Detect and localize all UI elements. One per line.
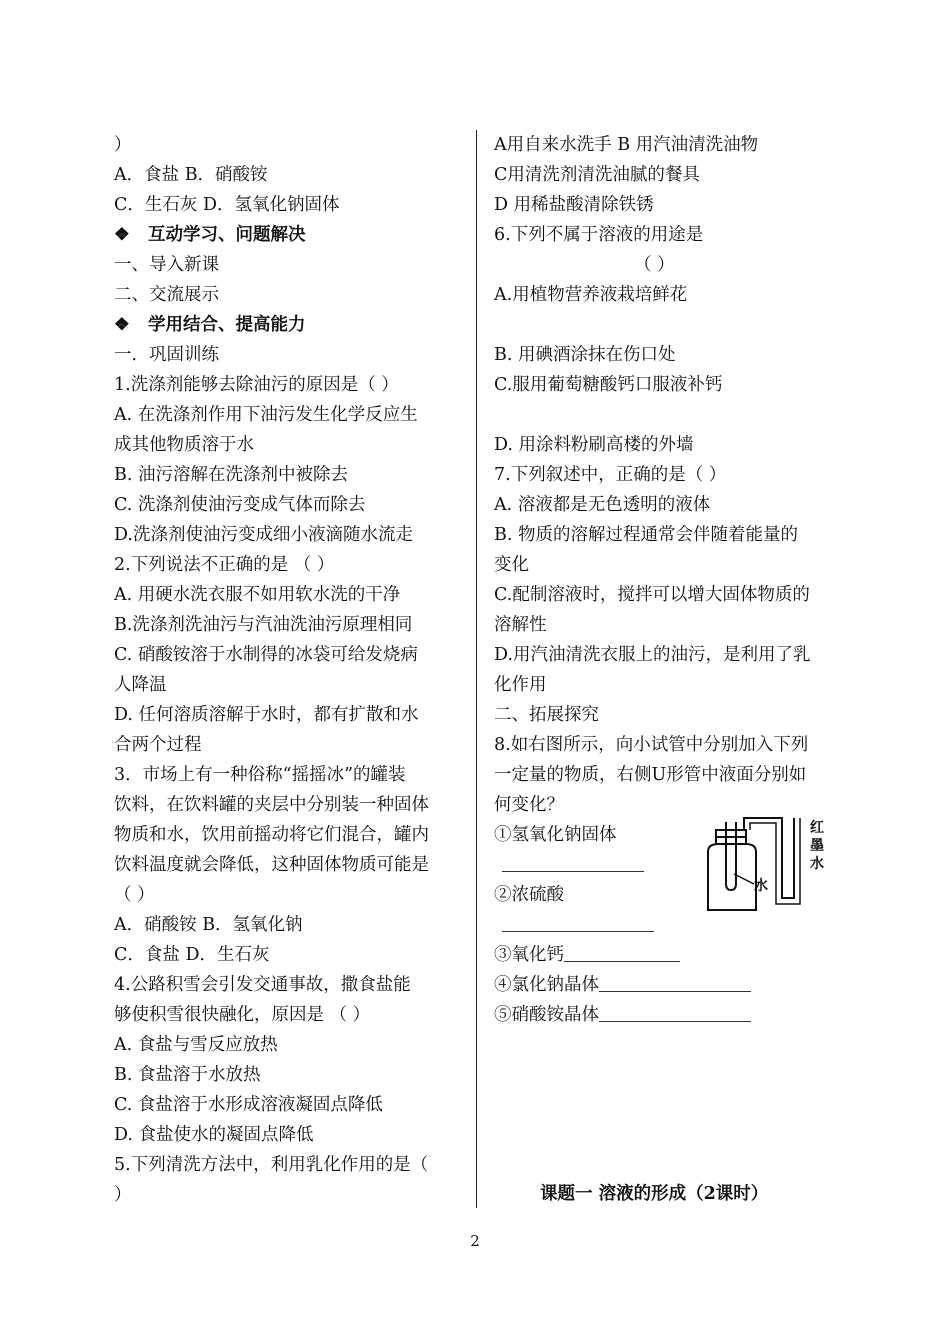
u-tube-apparatus-diagram: [698, 812, 832, 916]
item-exchange: 二、交流展示: [114, 285, 219, 305]
q8-item-2: ②浓硫酸: [494, 885, 564, 905]
q6-option-b: B. 用碘酒涂抹在伤口处: [494, 345, 676, 365]
q0-options-cd: C．生石灰 D．氢氧化钠固体: [114, 195, 340, 215]
page-number: 2: [470, 1232, 480, 1250]
q7-option-d: D.用汽油清洗衣服上的油污，是利用了乳: [494, 645, 811, 665]
q8-item-1: ①氢氧化钠固体: [494, 825, 617, 845]
q1-option-a-cont: 成其他物质溶于水: [114, 435, 254, 455]
question-4-line2: 够使积雪很快融化，原因是 （ ）: [114, 1005, 371, 1025]
answer-blank[interactable]: [502, 853, 644, 872]
q7-option-d-cont: 化作用: [494, 675, 547, 695]
q8-item-5: [494, 1000, 846, 1030]
answer-blank[interactable]: [599, 1003, 751, 1022]
u-tube: [744, 818, 794, 898]
question-8-line2: 一定量的物质，右侧U形管中液面分别如: [494, 765, 807, 785]
question-6-paren: （ ）: [634, 255, 675, 275]
q8-item-4: [494, 970, 846, 1000]
question-5-paren: ）: [114, 1185, 132, 1205]
q5-option-c: C用清洗剂清洗油腻的餐具: [494, 165, 700, 185]
q7-option-c-cont: 溶解性: [494, 615, 547, 635]
question-8-line3: 何变化？: [494, 795, 564, 815]
water-tube-label: 水: [810, 856, 824, 872]
lesson-title: 课题一 溶液的形成（2课时）: [540, 1184, 769, 1204]
spacer: [494, 310, 846, 340]
flask-outline: [708, 844, 756, 910]
question-8: 8.如右图所示，向小试管中分别加入下列: [494, 735, 809, 755]
question-1: 1.洗涤剂能够去除油污的原因是（ ）: [114, 375, 399, 395]
q6-option-a: A.用植物营养液栽培鲜花: [494, 285, 688, 305]
q7-option-b-cont: 变化: [494, 555, 529, 575]
q2-option-c-cont: 人降温: [114, 675, 167, 695]
continued-paren: ）: [114, 135, 132, 155]
q7-option-a: A. 溶液都是无色透明的液体: [494, 495, 711, 515]
question-5: 5.下列清洗方法中，利用乳化作用的是（: [114, 1155, 429, 1175]
section-apply: [114, 310, 464, 340]
column-divider: [476, 130, 477, 1208]
q4-option-b: B. 食盐溶于水放热: [114, 1065, 261, 1085]
q7-option-b: B. 物质的溶解过程通常会伴随着能量的: [494, 525, 798, 545]
water-label: 水: [754, 878, 768, 894]
q3-options-cd: C．食盐 D．生石灰: [114, 945, 270, 965]
q4-option-a: A. 食盐与雪反应放热: [114, 1035, 278, 1055]
q2-option-d-cont: 合两个过程: [114, 735, 202, 755]
diamond-bullet-icon: ❖: [114, 315, 130, 335]
item-explore: 二、拓展探究: [494, 705, 599, 725]
q6-option-c: C.服用葡萄糖酸钙口服液补钙: [494, 375, 723, 395]
q5-options-ab: A用自来水洗手 B 用汽油清洗油物: [494, 135, 759, 155]
q4-option-c: C. 食盐溶于水形成溶液凝固点降低: [114, 1095, 383, 1115]
left-column: [114, 130, 464, 1210]
q2-option-a: A. 用硬水洗衣服不如用软水洗的干净: [114, 585, 401, 605]
q1-option-d: D.洗涤剂使油污变成细小液滴随水流走: [114, 525, 413, 545]
q6-option-d: D. 用涂料粉刷高楼的外墙: [494, 435, 694, 455]
question-3-line3: 物质和水，饮用前摇动将它们混合，罐内: [114, 825, 429, 845]
question-3: 3．市场上有一种俗称“摇摇冰”的罐装: [114, 765, 406, 785]
q8-item-4-label: ④氯化钠晶体: [494, 975, 599, 995]
q2-option-b: B.洗涤剂洗油污与汽油洗油污原理相同: [114, 615, 413, 635]
item-consolidate: 一．巩固训练: [114, 345, 219, 365]
ink-label: 墨: [810, 838, 824, 854]
answer-blank[interactable]: [564, 943, 680, 962]
q8-item-5-label: ⑤硝酸铵晶体: [494, 1005, 599, 1025]
q4-option-d: D. 食盐使水的凝固点降低: [114, 1125, 314, 1145]
q2-option-d: D. 任何溶质溶解于水时，都有扩散和水: [114, 705, 419, 725]
q5-option-d: D 用稀盐酸清除铁锈: [494, 195, 654, 215]
question-7: 7.下列叙述中，正确的是（ ）: [494, 465, 727, 485]
diamond-bullet-icon: ❖: [114, 225, 130, 245]
question-3-line2: 饮料，在饮料罐的夹层中分别装一种固体: [114, 795, 429, 815]
q1-option-c: C. 洗涤剂使油污变成气体而除去: [114, 495, 366, 515]
test-tube: [726, 822, 736, 890]
section-interactive: [114, 220, 464, 250]
q1-option-a: A. 在洗涤剂作用下油污发生化学反应生: [114, 405, 418, 425]
section-interactive-label: 互动学习、问题解决: [148, 225, 306, 245]
q3-options-ab: A．硝酸铵 B．氢氧化钠: [114, 915, 303, 935]
q1-option-b: B. 油污溶解在洗涤剂中被除去: [114, 465, 348, 485]
q8-item-3: [494, 940, 846, 970]
q2-option-c: C. 硝酸铵溶于水制得的冰袋可给发烧病: [114, 645, 418, 665]
red-label: 红: [810, 820, 824, 836]
question-2: 2.下列说法不正确的是 （ ）: [114, 555, 335, 575]
spacer: [494, 400, 846, 430]
item-intro: 一、导入新课: [114, 255, 219, 275]
section-apply-label: 学用结合、提高能力: [148, 315, 306, 335]
q0-options-ab: A．食盐 B．硝酸铵: [114, 165, 268, 185]
answer-blank[interactable]: [599, 973, 751, 992]
question-6: 6.下列不属于溶液的用途是: [494, 225, 704, 245]
answer-blank[interactable]: [502, 913, 654, 932]
q8-item-3-label: ③氧化钙: [494, 945, 564, 965]
q7-option-c: C.配制溶液时，搅拌可以增大固体物质的: [494, 585, 810, 605]
question-4: 4.公路积雪会引发交通事故，撒食盐能: [114, 975, 411, 995]
question-3-paren: （ ）: [114, 885, 155, 905]
question-3-line4: 饮料温度就会降低，这种固体物质可能是: [114, 855, 429, 875]
